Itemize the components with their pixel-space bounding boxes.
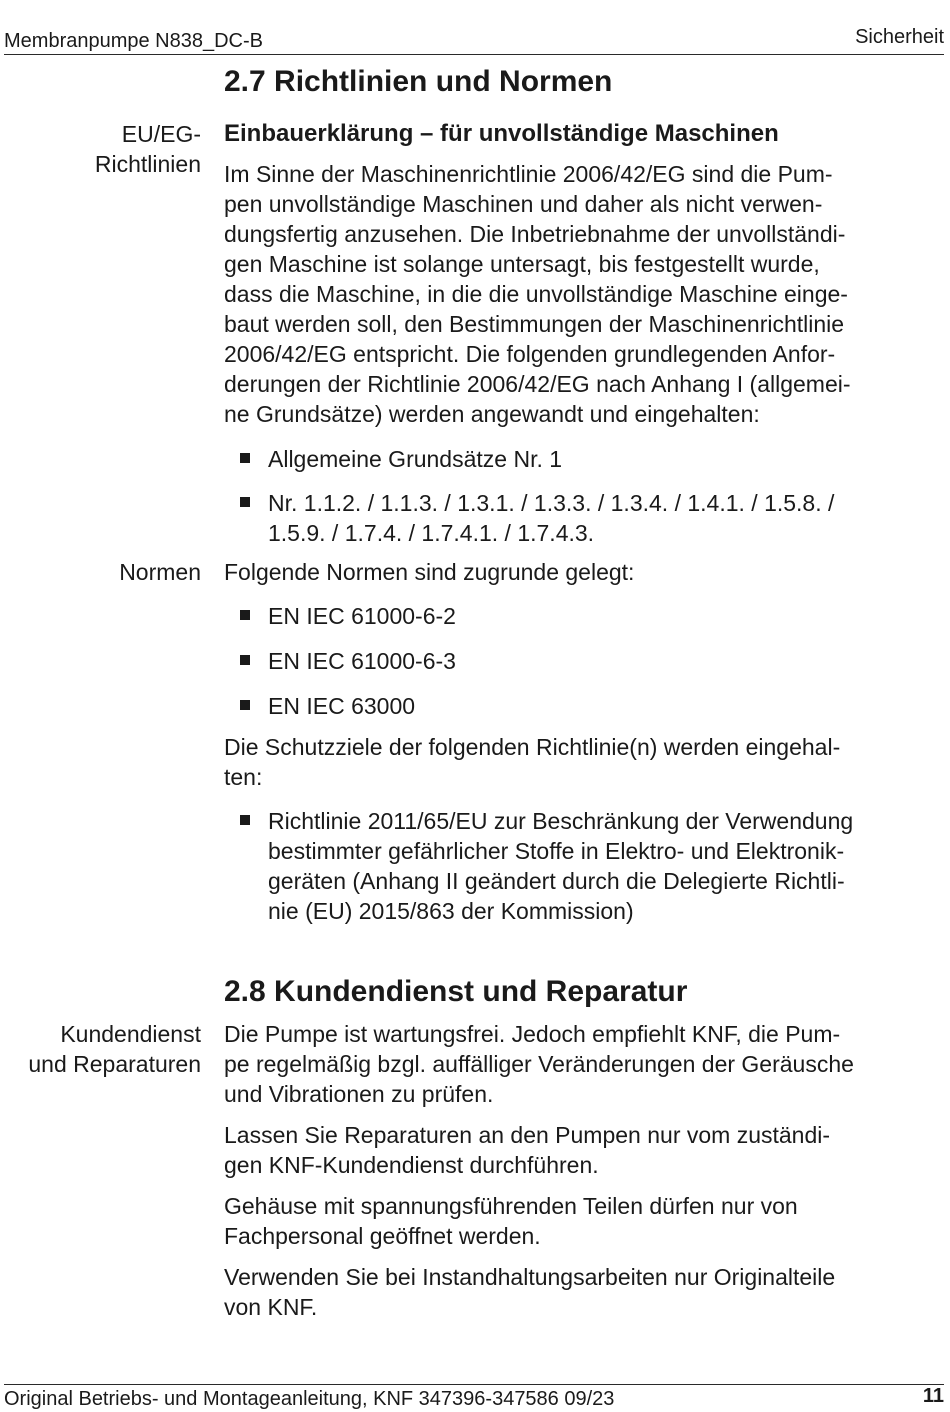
- normen-list: [224, 601, 936, 721]
- list-item: [224, 601, 936, 631]
- eu-bullet-list: [224, 444, 936, 548]
- text-line: pe regelmäßig bzgl. auffälliger Veränderungen der Geräusche: [224, 1051, 854, 1077]
- list-item-text: geräten (Anhang II geändert durch die Delegierte Richtli-: [268, 868, 845, 894]
- text-line: Fachpersonal geöffnet werden.: [224, 1223, 541, 1249]
- list-item-text: EN IEC 63000: [268, 693, 416, 719]
- normen-intro: Folgende Normen sind zugrunde gelegt:: [224, 559, 635, 585]
- list-item: [224, 691, 936, 721]
- text-line: ten:: [224, 764, 263, 790]
- text-line: gen Maschine ist solange untersagt, bis festgestellt wurde,: [224, 251, 820, 277]
- section-title-2-7: 2.7 Richtlinien und Normen: [224, 65, 613, 98]
- list-item-text: Allgemeine Grundsätze Nr. 1: [268, 446, 563, 472]
- text-line: Lassen Sie Reparaturen an den Pumpen nur vom zuständi-: [224, 1122, 831, 1148]
- eu-paragraph: [224, 159, 936, 429]
- list-item: [224, 488, 936, 548]
- list-item-text: nie (EU) 2015/863 der Kommission): [268, 898, 634, 924]
- list-item-text: 1.5.9. / 1.7.4. / 1.7.4.1. / 1.7.4.3.: [268, 520, 595, 546]
- text-line: 2006/42/EG entspricht. Die folgenden grundlegenden Anfor-: [224, 341, 836, 367]
- margin-label-line: EU/EG-: [121, 121, 201, 147]
- service-paragraph-1: [224, 1019, 936, 1109]
- text-line: Die Schutzziele der folgenden Richtlinie(n) werden eingehal-: [224, 734, 841, 760]
- page-number: 11: [922, 1385, 944, 1407]
- text-line: dungsfertig anzusehen. Die Inbetriebnahme der unvollständi-: [224, 221, 846, 247]
- margin-label-line: Kundendienst: [60, 1021, 201, 1047]
- subheading-einbauerklaerung: Einbauerklärung – für unvollständige Maschinen: [224, 120, 779, 147]
- text-line: und Vibrationen zu prüfen.: [224, 1081, 494, 1107]
- text-line: baut werden soll, den Bestimmungen der Maschinenrichtlinie: [224, 311, 845, 337]
- margin-label-line: und Reparaturen: [28, 1051, 201, 1077]
- bullet-square-icon: [240, 815, 250, 825]
- bullet-square-icon: [240, 453, 250, 463]
- margin-label-line: Richtlinien: [94, 151, 201, 177]
- service-paragraph-2: [224, 1120, 936, 1180]
- bullet-square-icon: [240, 700, 250, 710]
- text-line: ne Grundsätze) werden angewandt und eingehalten:: [224, 401, 760, 427]
- bullet-square-icon: [240, 655, 250, 665]
- margin-label-kundendienst: [28, 1019, 201, 1079]
- text-line: Gehäuse mit spannungsführenden Teilen dürfen nur von: [224, 1193, 798, 1219]
- footer-document-info: Original Betriebs- und Montageanleitung, KNF 347396-347586 09/23: [4, 1388, 615, 1410]
- header-product-name: Membranpumpe N838_DC-B: [4, 30, 264, 52]
- list-item-text: EN IEC 61000-6-3: [268, 648, 456, 674]
- list-item-text: Richtlinie 2011/65/EU zur Beschränkung der Verwendung: [268, 808, 854, 834]
- list-item: [224, 444, 936, 474]
- text-line: dass die Maschine, in die die unvollständige Maschine einge-: [224, 281, 848, 307]
- normen-block: [224, 557, 936, 926]
- list-item-text: bestimmter gefährlicher Stoffe in Elektro- und Elektronik-: [268, 838, 845, 864]
- page-footer: [4, 1384, 944, 1412]
- text-line: Die Pumpe ist wartungsfrei. Jedoch empfiehlt KNF, die Pum-: [224, 1021, 841, 1047]
- margin-label-normen: Normen: [119, 559, 201, 585]
- rohs-list: [224, 806, 936, 926]
- text-line: Verwenden Sie bei Instandhaltungsarbeiten nur Originalteile: [224, 1264, 836, 1290]
- service-block: [224, 1019, 936, 1322]
- bullet-square-icon: [240, 497, 250, 507]
- section-title-2-8: 2.8 Kundendienst und Reparatur: [224, 975, 688, 1008]
- bullet-square-icon: [240, 610, 250, 620]
- list-item-text: Nr. 1.1.2. / 1.1.3. / 1.3.1. / 1.3.3. / 1.3.4. / 1.4.1. / 1.5.8. /: [268, 490, 835, 516]
- protection-goals-paragraph: [224, 732, 936, 792]
- margin-label-eu-richtlinien: [95, 119, 201, 179]
- list-item: [224, 806, 936, 926]
- list-item-text: EN IEC 61000-6-2: [268, 603, 456, 629]
- text-line: Im Sinne der Maschinenrichtlinie 2006/42/EG sind die Pum-: [224, 161, 833, 187]
- service-paragraph-3: [224, 1191, 936, 1251]
- text-line: von KNF.: [224, 1294, 318, 1320]
- list-item: [224, 646, 936, 676]
- service-paragraph-4: [224, 1262, 936, 1322]
- eu-directive-block: [224, 119, 936, 548]
- page-header: [4, 26, 944, 55]
- text-line: gen KNF-Kundendienst durchführen.: [224, 1152, 599, 1178]
- text-line: pen unvollständige Maschinen und daher als nicht verwen-: [224, 191, 823, 217]
- header-chapter-name: Sicherheit: [855, 26, 944, 48]
- text-line: derungen der Richtlinie 2006/42/EG nach Anhang I (allgemei-: [224, 371, 851, 397]
